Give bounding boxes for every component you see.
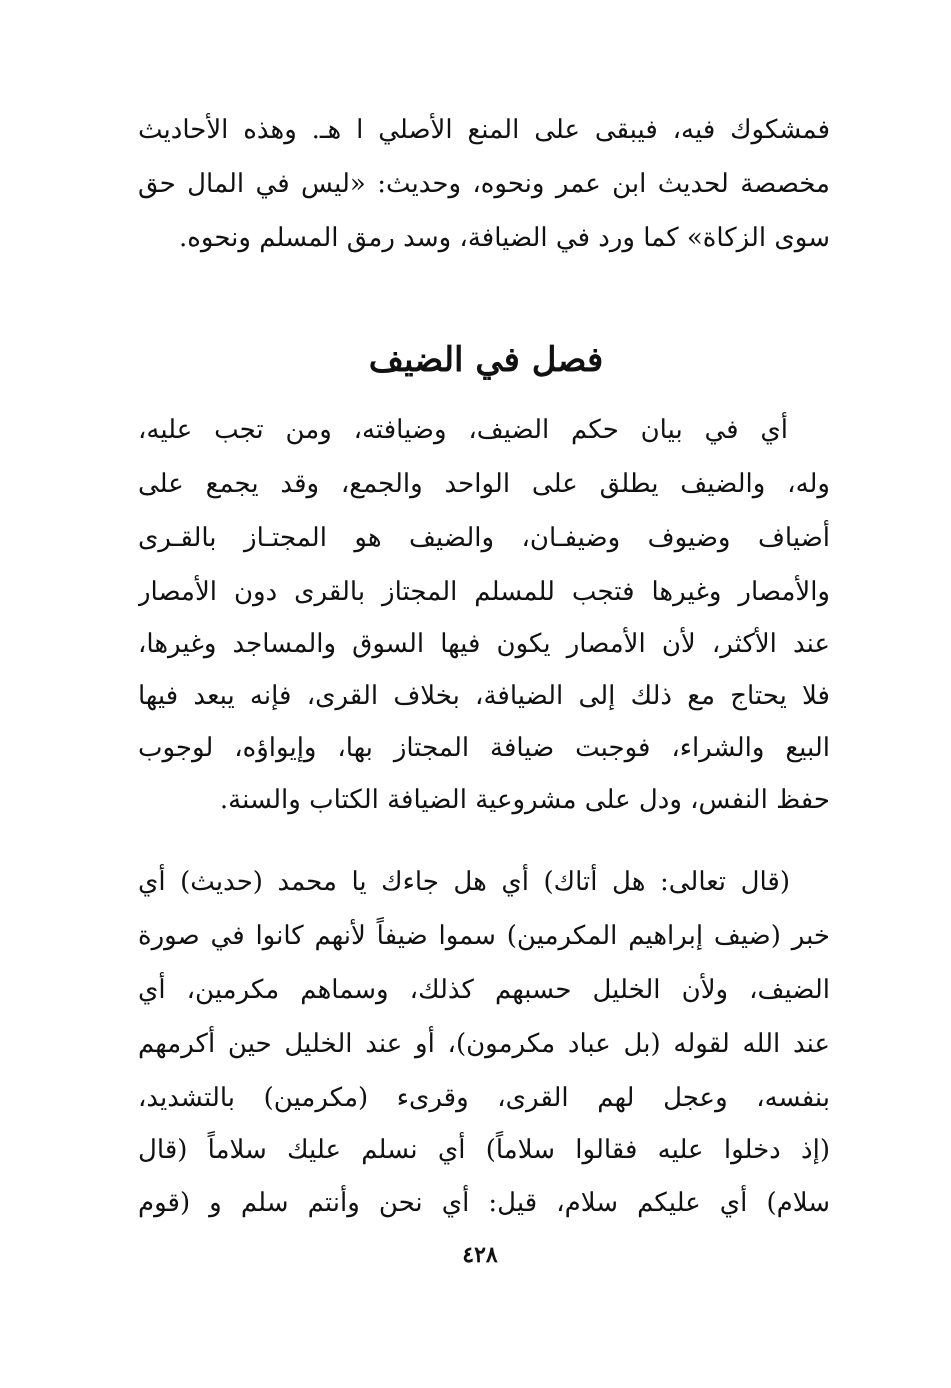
text-line: فمشكوك فيه، فيبقى على المنع الأصلي ا هـ. وهذه الأحاديث [138, 115, 830, 145]
section-heading: فصل في الضيف [368, 340, 604, 380]
text-line: خبر (ضيف إبراهيم المكرمين) سموا ضيفاً لأنهم كانوا في صورة [138, 921, 830, 951]
text-line: أي في بيان حكم الضيف، وضيافته، ومن تجب عليه، [138, 415, 788, 445]
text-line: البيع والشراء، فوجبت ضيافة المجتاز بها، وإيواؤه، لوجوب [138, 733, 830, 763]
text-line: (قال تعالى: هل أتاك) أي هل جاءك يا محمد (حديث) أي [138, 867, 790, 897]
text-line: عند الأكثر، لأن الأمصار يكون فيها السوق والمساجد وغيرها، [138, 629, 830, 659]
text-line: سوى الزكاة» كما ورد في الضيافة، وسد رمق المسلم ونحوه. [179, 223, 830, 253]
page-number: ٤٢٨ [462, 1242, 498, 1268]
text-line: عند الله لقوله (بل عباد مكرمون)، أو عند الخليل حين أكرمهم [138, 1029, 830, 1059]
text-line: بنفسه، وعجل لهم القرى، وقرىء (مكرمين) بالتشديد، [138, 1083, 830, 1113]
text-line: والأمصار وغيرها فتجب للمسلم المجتاز بالقرى دون الأمصار [138, 577, 830, 607]
text-line: وله، والضيف يطلق على الواحد والجمع، وقد يجمع على [138, 469, 830, 499]
text-line: أضياف وضيوف وضيفـان، والضيف هو المجتـاز بالقـرى [138, 523, 830, 553]
text-line: سلام) أي عليكم سلام، قيل: أي نحن وأنتم سلم و (قوم [138, 1188, 830, 1218]
text-line: مخصصة لحديث ابن عمر ونحوه، وحديث: «ليس في المال حق [138, 169, 830, 199]
text-line: الضيف، ولأن الخليل حسبهم كذلك، وسماهم مكرمين، أي [138, 975, 830, 1005]
text-line: فلا يحتاج مع ذلك إلى الضيافة، بخلاف القرى، فإنه يبعد فيها [138, 681, 830, 711]
text-line: (إذ دخلوا عليه فقالوا سلاماً) أي نسلم عليك سلاماً (قال [138, 1135, 830, 1165]
text-line: حفظ النفس، ودل على مشروعية الضيافة الكتاب والسنة. [219, 785, 830, 815]
